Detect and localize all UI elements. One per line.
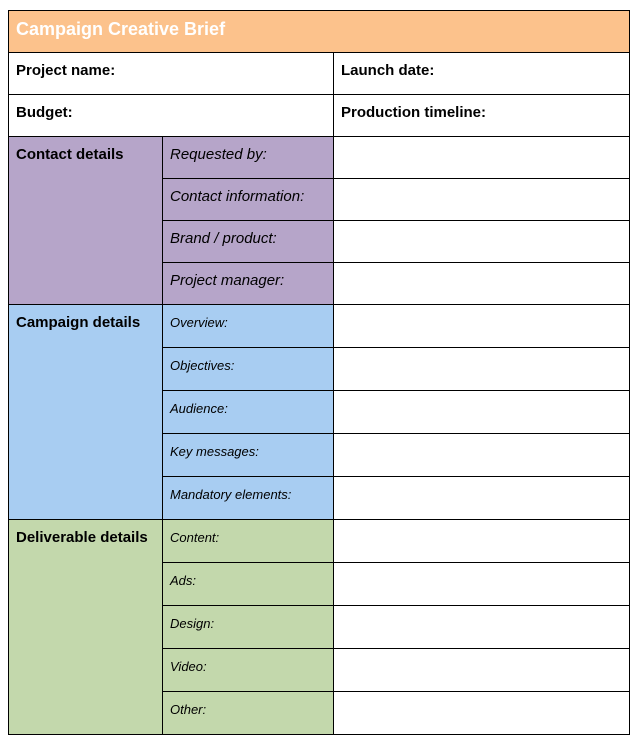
section-campaign-details: Campaign details bbox=[9, 305, 163, 520]
field-value-design[interactable] bbox=[334, 606, 630, 649]
field-value-mandatory-elements[interactable] bbox=[334, 477, 630, 520]
field-label: Content: bbox=[163, 520, 334, 563]
field-label: Overview: bbox=[163, 305, 334, 348]
field-label: Requested by: bbox=[163, 137, 334, 179]
section-contact-details: Contact details bbox=[9, 137, 163, 305]
section-deliverable-details: Deliverable details bbox=[9, 520, 163, 735]
field-value-contact-information[interactable] bbox=[334, 179, 630, 221]
field-value-key-messages[interactable] bbox=[334, 434, 630, 477]
field-value-content[interactable] bbox=[334, 520, 630, 563]
field-value-video[interactable] bbox=[334, 649, 630, 692]
budget-field[interactable]: Budget: bbox=[9, 95, 334, 137]
creative-brief-table bbox=[8, 10, 630, 735]
field-label: Mandatory elements: bbox=[163, 477, 334, 520]
field-value-other[interactable] bbox=[334, 692, 630, 735]
project-name-field[interactable]: Project name: bbox=[9, 53, 334, 95]
field-value-brand-product[interactable] bbox=[334, 221, 630, 263]
field-value-ads[interactable] bbox=[334, 563, 630, 606]
field-value-audience[interactable] bbox=[334, 391, 630, 434]
field-label: Design: bbox=[163, 606, 334, 649]
launch-date-field[interactable]: Launch date: bbox=[334, 53, 630, 95]
field-label: Ads: bbox=[163, 563, 334, 606]
field-label: Contact information: bbox=[163, 179, 334, 221]
field-value-overview[interactable] bbox=[334, 305, 630, 348]
brief-title: Campaign Creative Brief bbox=[9, 11, 630, 53]
field-label: Project manager: bbox=[163, 263, 334, 305]
field-label: Video: bbox=[163, 649, 334, 692]
field-value-project-manager[interactable] bbox=[334, 263, 630, 305]
field-value-objectives[interactable] bbox=[334, 348, 630, 391]
field-label: Objectives: bbox=[163, 348, 334, 391]
field-label: Brand / product: bbox=[163, 221, 334, 263]
production-timeline-field[interactable]: Production timeline: bbox=[334, 95, 630, 137]
field-label: Key messages: bbox=[163, 434, 334, 477]
field-label: Other: bbox=[163, 692, 334, 735]
field-label: Audience: bbox=[163, 391, 334, 434]
field-value-requested-by[interactable] bbox=[334, 137, 630, 179]
